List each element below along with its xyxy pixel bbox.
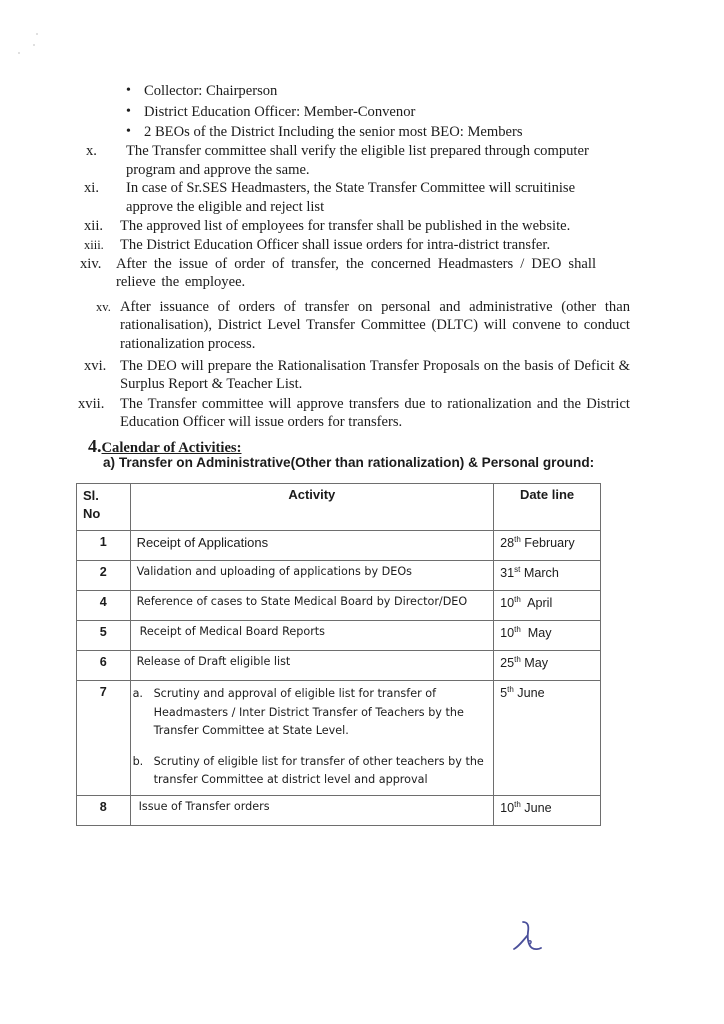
handwritten-page-number <box>510 918 550 963</box>
header-date-line: Date line <box>494 484 601 531</box>
item-text: The DEO will prepare the Rationalisation Transfer Proposals on the basis of Deficit & Surplus Report & Teacher List. <box>120 357 630 393</box>
subitem-text: Scrutiny and approval of eligible list for transfer of Headmasters / Inter District Transfer of Teachers by the Transfer Committee at State Level. <box>153 687 464 737</box>
row-date <box>494 621 601 651</box>
scan-speck <box>18 52 20 54</box>
committee-member: • 2 BEOs of the District Including the senior most BEO: Members <box>126 122 523 143</box>
date-day: 31 <box>500 566 515 581</box>
procedure-item <box>84 179 630 216</box>
row-date <box>494 531 601 561</box>
procedure-item <box>78 395 630 432</box>
row-sl-no: 5 <box>77 621 131 651</box>
activity-subitem <box>132 753 488 790</box>
section-subtitle: a) Transfer on Administrative(Other than rationalization) & Personal ground: <box>103 455 595 470</box>
row-sl-no: 8 <box>77 796 131 826</box>
date-month: March <box>523 566 559 581</box>
date-month: February <box>524 536 575 551</box>
table-row <box>77 531 601 561</box>
date-suffix: st <box>514 565 521 574</box>
item-number: xiv. <box>80 255 102 272</box>
item-text: The Transfer committee shall verify the eligible list prepared through computer program and approve the same. <box>126 143 589 178</box>
table-row <box>77 651 601 681</box>
committee-member: • District Education Officer: Member-Convenor <box>126 102 523 123</box>
item-number: xvi. <box>84 357 107 374</box>
row-date <box>494 796 601 826</box>
row-date <box>494 561 601 591</box>
date-day: 10 <box>500 626 515 641</box>
procedure-item <box>84 236 630 255</box>
table-row <box>77 681 601 796</box>
date-suffix: th <box>514 625 521 634</box>
row-sl-no: 6 <box>77 651 131 681</box>
procedure-item <box>80 357 630 394</box>
row-activity: Receipt of Applications <box>130 531 494 561</box>
date-suffix: th <box>514 535 521 544</box>
header-sl-no: Sl. No <box>77 484 131 531</box>
row-sl-no: 2 <box>77 561 131 591</box>
row-activity: Release of Draft eligible list <box>130 651 494 681</box>
date-day: 28 <box>500 536 515 551</box>
subitem-letter: a. <box>132 687 143 700</box>
item-text: After the issue of order of transfer, the concerned Headmasters / DEO shall relieve the employee. <box>116 255 596 291</box>
date-month: May <box>524 656 549 671</box>
table-row <box>77 561 601 591</box>
item-number: xv. <box>96 299 111 314</box>
table-row <box>77 796 601 826</box>
item-text: The District Education Officer shall issue orders for intra-district transfer. <box>120 236 551 253</box>
date-day: 5 <box>500 686 508 701</box>
handwritten-numeral-icon <box>510 918 550 958</box>
row-activity: Reference of cases to State Medical Board by Director/DEO <box>130 591 494 621</box>
date-suffix: th <box>514 655 521 664</box>
item-number: xvii. <box>78 395 105 412</box>
table-row <box>77 621 601 651</box>
committee-member: • Collector: Chairperson <box>126 81 523 102</box>
date-suffix: th <box>507 685 514 694</box>
committee-members-list <box>126 81 523 143</box>
item-number: xiii. <box>84 237 104 252</box>
date-month: June <box>517 686 545 701</box>
procedure-item <box>84 142 630 179</box>
item-text: The approved list of employees for transfer shall be published in the website. <box>120 218 571 235</box>
date-day: 10 <box>500 801 515 816</box>
row-activity <box>130 681 494 796</box>
date-suffix: th <box>514 595 521 604</box>
row-sl-no: 1 <box>77 531 131 561</box>
activity-subitem <box>132 685 488 741</box>
date-day: 10 <box>500 596 515 611</box>
calendar-table <box>76 483 601 826</box>
section-title: Calendar of Activities: <box>101 440 242 456</box>
item-text: After issuance of orders of transfer on personal and administrative (other than rationalisation), District Level Transfer Committee (DLTC) will convene to conduct rationalization process. <box>120 298 630 352</box>
header-activity: Activity <box>130 484 494 531</box>
row-date <box>494 681 601 796</box>
procedure-item <box>84 298 630 354</box>
subitem-text: Scrutiny of eligible list for transfer of other teachers by the transfer Committee at district level and approval <box>153 754 484 786</box>
item-number: xii. <box>84 218 104 235</box>
item-text: The Transfer committee will approve transfers due to rationalization and the District Education Officer will issue orders for transfers. <box>120 395 630 431</box>
subitem-letter: b. <box>132 754 144 768</box>
procedure-item <box>84 217 630 236</box>
item-text: In case of Sr.SES Headmasters, the State Transfer Committee will scruitinise approve the eligible and reject list <box>126 180 576 215</box>
row-sl-no: 7 <box>77 681 131 796</box>
section-number: 4. <box>88 436 102 456</box>
procedure-item <box>80 255 630 292</box>
date-suffix: th <box>514 800 521 809</box>
item-number: x. <box>86 143 97 159</box>
table-row <box>77 591 601 621</box>
row-date <box>494 651 601 681</box>
date-month: April <box>527 596 553 611</box>
procedure-items <box>78 142 630 432</box>
row-activity: Receipt of Medical Board Reports <box>130 621 494 651</box>
item-number: xi. <box>84 180 99 197</box>
table-header-row <box>77 484 601 531</box>
scan-speck <box>36 33 38 35</box>
row-activity: Issue of Transfer orders <box>130 796 494 826</box>
date-month: June <box>524 801 552 816</box>
section-heading <box>88 436 241 457</box>
row-activity: Validation and uploading of applications by DEOs <box>130 561 494 591</box>
date-month: May <box>527 626 552 641</box>
date-day: 25 <box>500 656 515 671</box>
scan-speck <box>33 44 35 46</box>
row-sl-no: 4 <box>77 591 131 621</box>
row-date <box>494 591 601 621</box>
